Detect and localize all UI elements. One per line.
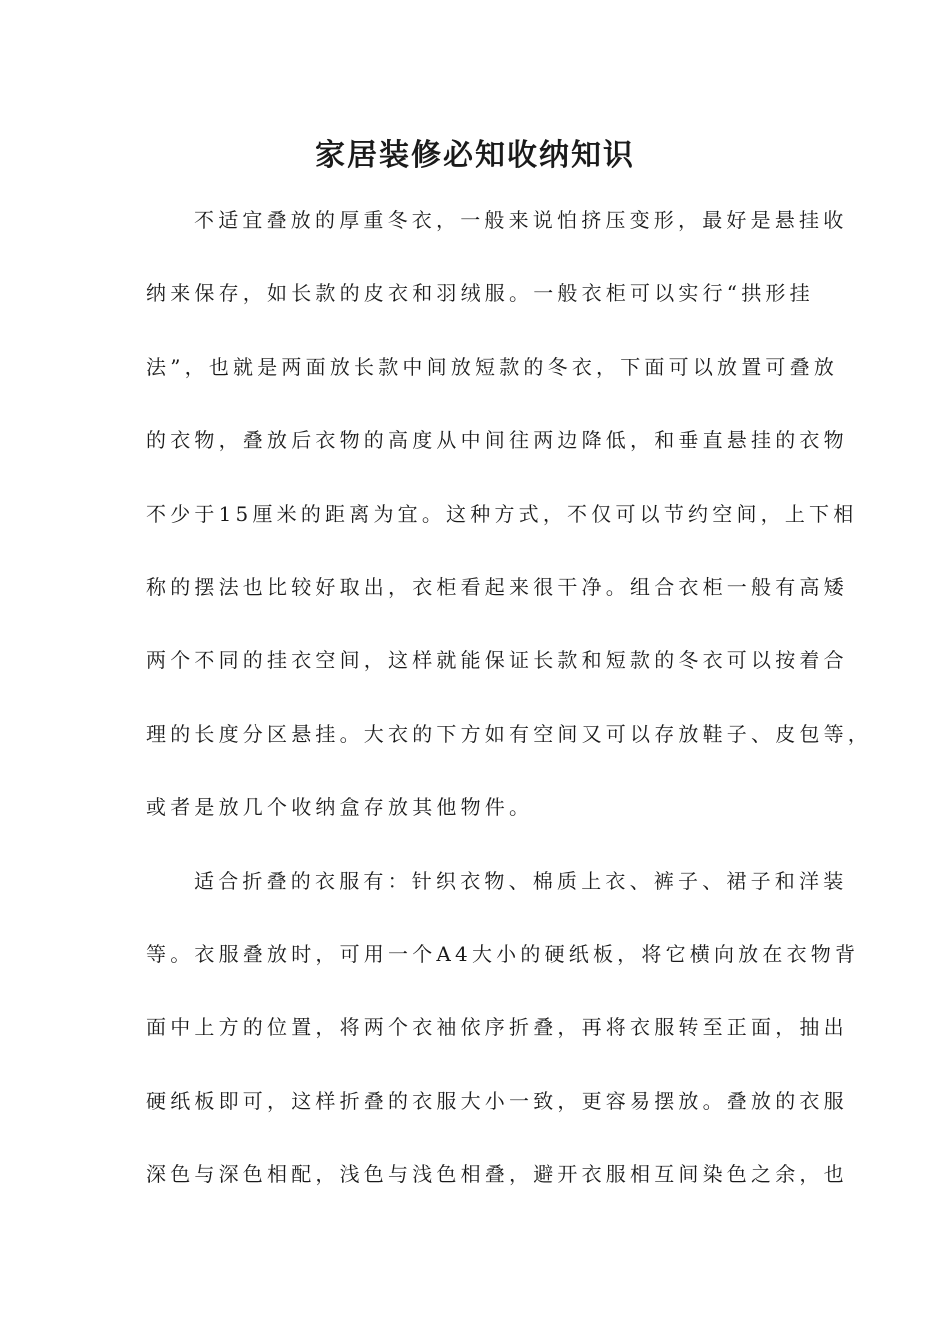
text-line: 两个不同的挂衣空间，这样就能保证长款和短款的冬衣可以按着合 [146, 648, 848, 673]
text-line: 面中上方的位置，将两个衣袖依序折叠，再将衣服转至正面，抽出 [146, 1015, 848, 1040]
text-line: 的衣物，叠放后衣物的高度从中间往两边降低，和垂直悬挂的衣物 [146, 428, 848, 453]
text-line: 硬纸板即可，这样折叠的衣服大小一致，更容易摆放。叠放的衣服 [146, 1088, 848, 1113]
text-line: 适合折叠的衣服有：针织衣物、棉质上衣、裤子、裙子和洋装 [194, 868, 848, 893]
text-line: 不少于15厘米的距离为宜。这种方式，不仅可以节约空间，上下相 [146, 501, 858, 526]
text-line: 或者是放几个收纳盒存放其他物件。 [146, 795, 534, 820]
text-line: 不适宜叠放的厚重冬衣，一般来说怕挤压变形，最好是悬挂收 [194, 208, 848, 232]
text-line: 深色与深色相配，浅色与浅色相叠，避开衣服相互间染色之余，也 [146, 1162, 848, 1187]
paragraph-2 [146, 859, 860, 1226]
document-body [146, 198, 872, 1225]
text-line: 理的长度分区悬挂。大衣的下方如有空间又可以存放鞋子、皮包等， [146, 721, 872, 746]
text-line: 等。衣服叠放时，可用一个A4大小的硬纸板，将它横向放在衣物背 [146, 941, 860, 966]
text-line: 纳来保存，如长款的皮衣和羽绒服。一般衣柜可以实行“拱形挂 [146, 281, 814, 306]
paragraph-1 [146, 198, 872, 859]
document-title: 家居装修必知收纳知识 [315, 138, 635, 173]
text-line: 法”，也就是两面放长款中间放短款的冬衣，下面可以放置可叠放 [146, 354, 839, 379]
text-line: 称的摆法也比较好取出，衣柜看起来很干净。组合衣柜一般有高矮 [146, 574, 848, 599]
